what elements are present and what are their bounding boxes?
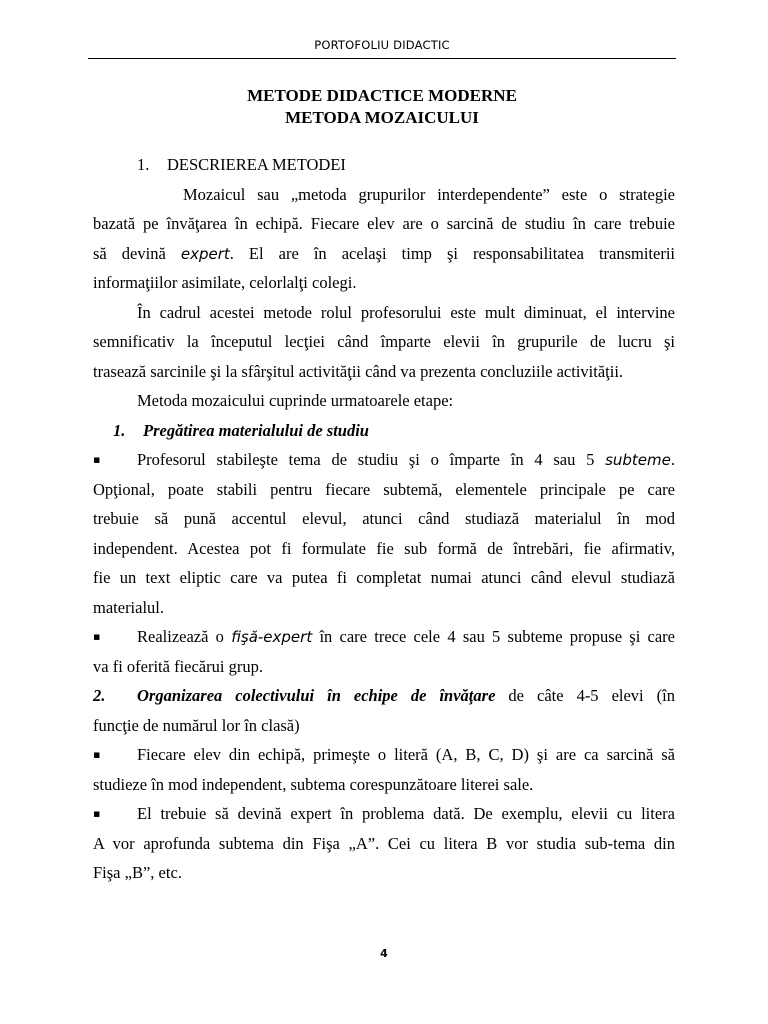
step-number: 2. xyxy=(93,686,106,705)
bullet-icon: ▪ xyxy=(93,630,101,643)
header-divider xyxy=(88,58,676,59)
section-heading xyxy=(93,150,675,180)
emphasis-expert: expert xyxy=(180,244,230,263)
paragraph-line: Opţional, poate stabili pentru fiecare subtemă, elementele principale pe care xyxy=(93,479,675,499)
emphasis-fisa-expert: fişă-expert xyxy=(231,628,313,646)
step-title: Organizarea colectivului în echipe de învăţare xyxy=(137,686,496,705)
running-header: PORTOFOLIU DIDACTIC xyxy=(314,38,450,52)
bullet-icon: ▪ xyxy=(93,748,101,761)
bullet-item: ▪ El trebuie să devină expert în problema dată. De exemplu, elevii cu litera xyxy=(93,799,675,829)
paragraph-line: fie un text eliptic care va putea fi completat numai atunci când elevul studiază xyxy=(93,568,675,587)
paragraph-line: În cadrul acestei metode rolul profesorului este mult diminuat, el intervine xyxy=(137,302,675,322)
bullet-item: ▪ Profesorul stabileşte tema de studiu şi o împarte în 4 sau 5 subteme. xyxy=(93,445,675,475)
paragraph-line: să devină expert. El are în acelaşi timp şi responsabilitatea transmiterii xyxy=(93,243,676,263)
paragraph-line: Metoda mozaicului cuprinde urmatoarele etape: xyxy=(137,391,454,410)
bullet-icon: ▪ xyxy=(93,453,101,466)
step-title: Pregătirea materialului de studiu xyxy=(143,420,369,440)
step-heading xyxy=(93,416,675,446)
title-block xyxy=(88,85,676,129)
step-number: 1. xyxy=(113,420,126,440)
section-title: DESCRIEREA METODEI xyxy=(167,155,346,174)
paragraph-line: materialul. xyxy=(93,597,165,617)
paragraph-line: Fişa „B”, etc. xyxy=(93,863,182,882)
document-subtitle: METODA MOZAICULUI xyxy=(285,108,479,127)
step-heading: 2. Organizarea colectivului în echipe de învăţare de câte 4-5 elevi (în xyxy=(93,681,675,711)
bullet-icon: ▪ xyxy=(93,807,101,820)
document-title: METODE DIDACTICE MODERNE xyxy=(247,86,517,105)
paragraph-line: Mozaicul sau „metoda grupurilor interdependente” este o strategie xyxy=(183,184,675,204)
document-body xyxy=(93,150,675,888)
paragraph-line: funcţie de numărul lor în clasă) xyxy=(93,715,300,735)
paragraph-line: independent. Acestea pot fi formulate fie sub formă de întrebări, fie afirmativ, xyxy=(93,538,675,558)
paragraph-line: trebuie să pună accentul elevul, atunci când studiază materialul în mod xyxy=(93,509,675,528)
bullet-item: ▪ Fiecare elev din echipă, primeşte o literă (A, B, C, D) şi are ca sarcină să xyxy=(93,740,675,770)
section-number: 1. xyxy=(137,155,150,174)
emphasis-subteme: subteme xyxy=(605,451,671,469)
page-number: 4 xyxy=(380,947,388,960)
paragraph-line: semnificativ la începutul lecţiei când împarte elevii în grupurile de lucru şi xyxy=(93,332,675,351)
bullet-item: ▪ Realizează o fişă-expert în care trece cele 4 sau 5 subteme propuse şi care xyxy=(93,622,675,652)
paragraph-line: trasează sarcinile şi la sfârşitul activităţii când va prezenta concluziile activităţii. xyxy=(93,361,624,381)
paragraph-line: informaţiilor asimilate, celorlalţi colegi. xyxy=(93,273,357,292)
paragraph-line: va fi oferită fiecărui grup. xyxy=(93,656,263,676)
paragraph-line: studieze în mod independent, subtema corespunzătoare literei sale. xyxy=(93,774,534,794)
paragraph-line: A vor aprofunda subtema din Fişa „A”. Cei cu litera B vor studia sub-tema din xyxy=(93,833,675,853)
paragraph-line: bazată pe învăţarea în echipă. Fiecare elev are o sarcină de studiu în care trebuie xyxy=(93,214,675,233)
